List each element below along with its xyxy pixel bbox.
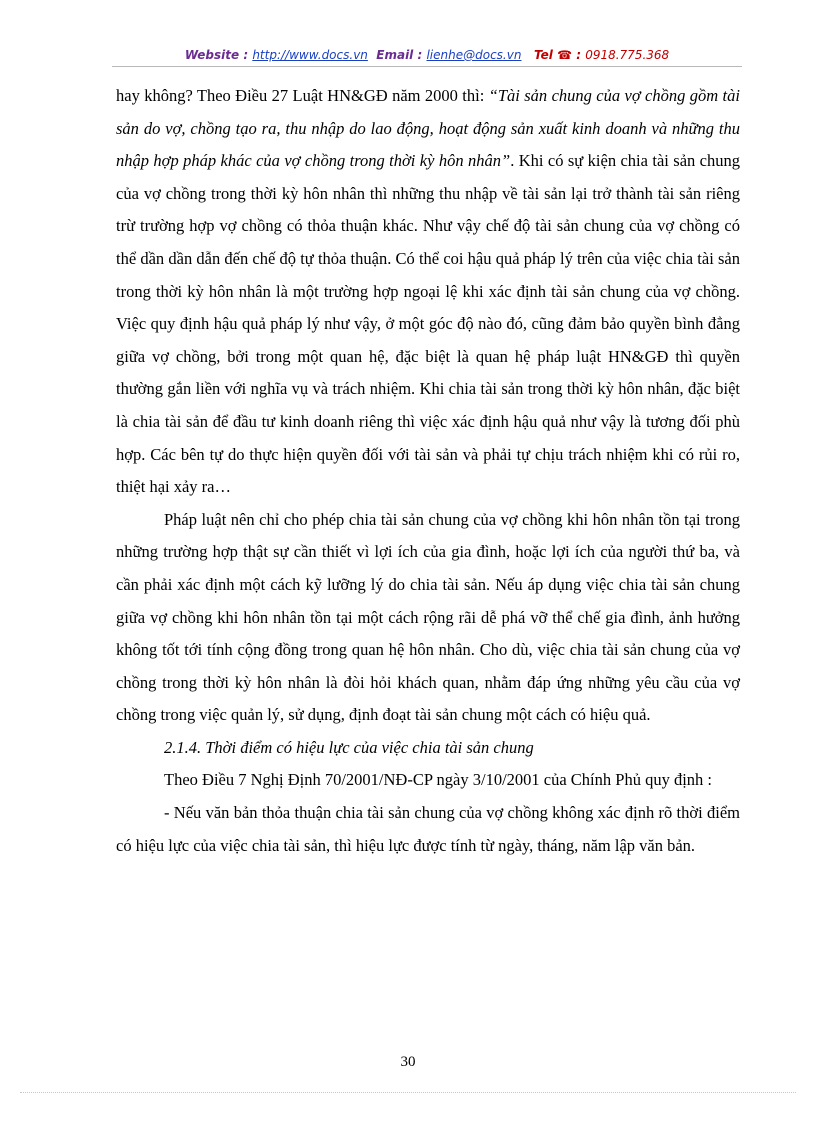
document-body (116, 80, 740, 862)
header-divider (112, 66, 742, 67)
section-heading: 2.1.4. Thời điểm có hiệu lực của việc chia tài sản chung (164, 737, 534, 757)
tel-label: Tel ☎ : (534, 48, 581, 62)
page-number: 30 (400, 1054, 416, 1070)
paragraph-1-text-b: . Khi có sự kiện chia tài sản chung của vợ chồng trong thời kỳ hôn nhân thì những thu nhập về tài sản lại trở thành tài sản riêng trừ trường hợp vợ chồng có thỏa thuận khác. Như vậy chế độ tài sản chung của vợ chồng có thể dần dần dẫn đến chế độ tự thỏa thuận. Có thể coi hậu quả pháp lý trên của việc chia tài sản trong thời kỳ hôn nhân là một trường hợp ngoại lệ khi xác định tài sản chung của vợ chồng. Việc quy định hậu quả pháp lý như vậy, ở một góc độ nào đó, cũng đảm bảo quyền bình đẳng giữa vợ chồng, bởi trong một quan hệ, đặc biệt là quan hệ pháp luật HN&GĐ thì quyền thường gắn liền với nghĩa vụ và trách nhiệm. Khi chia tài sản trong thời kỳ hôn nhân, đặc biệt là chia tài sản để đầu tư kinh doanh riêng thì việc xác định hậu quả như vậy là tương đối phù hợp. Các bên tự do thực hiện quyền đối với tài sản và phải tự chịu trách nhiệm khi có rủi ro, thiệt hại xảy ra… (116, 151, 741, 497)
tel-number: 0918.775.368 (585, 48, 670, 62)
paragraph-1-text-a: hay không? Theo Điều 27 Luật HN&GĐ năm 2000 thì: (116, 86, 489, 105)
website-link[interactable]: http://www.docs.vn (252, 48, 368, 62)
law-quote: “Tài sản chung của vợ chồng gồm tài sản do vợ, chồng tạo ra, thu nhập do lao động, hoạt động sản xuất kinh doanh và những thu nhập hợp pháp khác của vợ chồng trong thời kỳ hôn nhân” (116, 86, 740, 171)
email-label: Email : (376, 48, 423, 62)
paragraph-3: Theo Điều 7 Nghị Định 70/2001/NĐ-CP ngày 3/10/2001 của Chính Phủ quy định : (164, 770, 712, 790)
page-header (112, 48, 742, 62)
paragraph-4: - Nếu văn bản thỏa thuận chia tài sản chung của vợ chồng không xác định rõ thời điểm có hiệu lực của việc chia tài sản, thì hiệu lực được tính từ ngày, tháng, năm lập văn bản. (116, 803, 740, 855)
paragraph-1 (116, 80, 740, 504)
paragraph-2: Pháp luật nên chỉ cho phép chia tài sản chung của vợ chồng khi hôn nhân tồn tại trong những trường hợp thật sự cần thiết vì lợi ích của gia đình, hoặc lợi ích của người thứ ba, và cần phải xác định một cách kỹ lưỡng lý do chia tài sản. Nếu áp dụng việc chia tài sản chung giữa vợ chồng khi hôn nhân tồn tại một cách rộng rãi dễ phá vỡ thể chế gia đình, ảnh hưởng không tốt tới tính cộng đồng trong quan hệ hôn nhân. Cho dù, việc chia tài sản chung của vợ chồng trong thời kỳ hôn nhân là đòi hỏi khách quan, nhằm đáp ứng những yêu cầu của vợ chồng trong việc quản lý, sử dụng, định đoạt tài sản chung một cách có hiệu quả. (116, 509, 740, 725)
email-link[interactable]: lienhe@docs.vn (426, 48, 522, 62)
website-label: Website : (184, 48, 249, 62)
footer-divider (20, 1092, 796, 1093)
